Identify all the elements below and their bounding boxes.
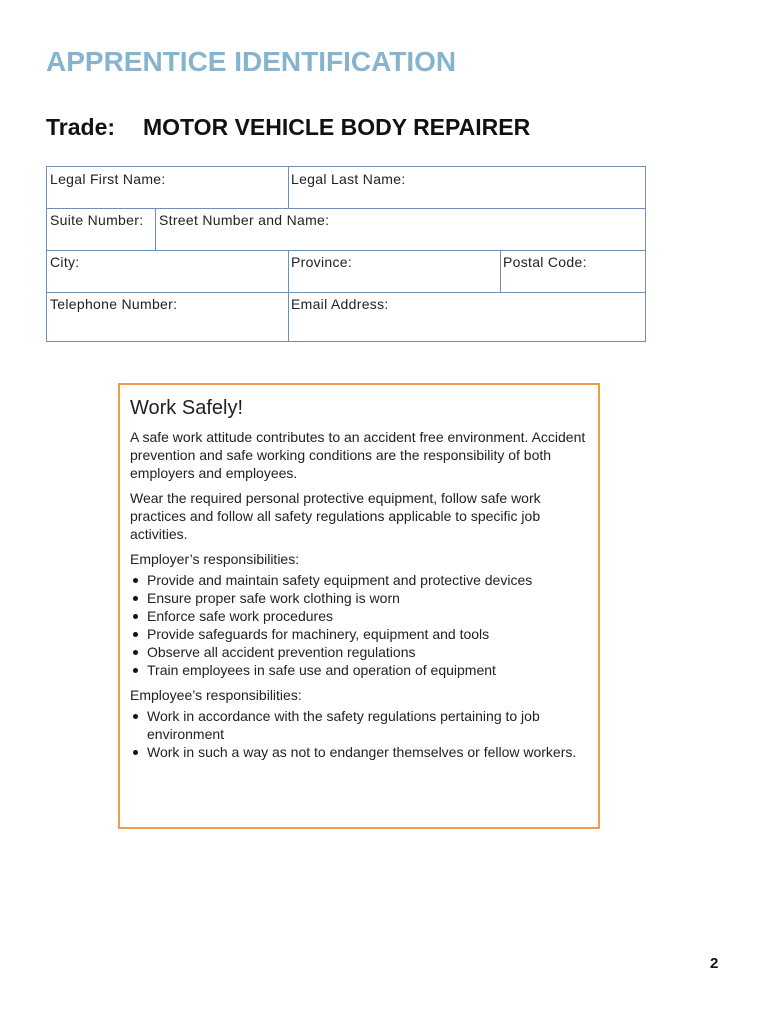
postal-code-field[interactable]: Postal Code: bbox=[503, 254, 587, 270]
trade-value: MOTOR VEHICLE BODY REPAIRER bbox=[143, 114, 531, 140]
list-item: Train employees in safe use and operation of equipment bbox=[147, 661, 588, 679]
row-divider bbox=[47, 250, 645, 251]
page-title: APPRENTICE IDENTIFICATION bbox=[46, 46, 457, 77]
trade-row bbox=[46, 114, 530, 141]
legal-last-name-field[interactable]: Legal Last Name: bbox=[291, 171, 406, 187]
province-field[interactable]: Province: bbox=[291, 254, 353, 270]
suite-number-field[interactable]: Suite Number: bbox=[50, 212, 144, 228]
list-item: Work in accordance with the safety regulations pertaining to job environment bbox=[147, 707, 588, 743]
list-item: Observe all accident prevention regulations bbox=[147, 643, 588, 661]
row-divider bbox=[47, 208, 645, 209]
list-item: Provide safeguards for machinery, equipment and tools bbox=[147, 625, 588, 643]
street-field[interactable]: Street Number and Name: bbox=[159, 212, 330, 228]
list-item: Work in such a way as not to endanger themselves or fellow workers. bbox=[147, 743, 588, 761]
telephone-field[interactable]: Telephone Number: bbox=[50, 296, 178, 312]
list-item: Provide and maintain safety equipment and protective devices bbox=[147, 571, 588, 589]
row-divider bbox=[47, 292, 645, 293]
trade-label: Trade: bbox=[46, 114, 116, 140]
safety-paragraph: Wear the required personal protective equipment, follow safe work practices and follow all safety regulations applicable to specific job activities. bbox=[130, 490, 541, 542]
employer-list bbox=[130, 571, 588, 679]
list-item: Ensure proper safe work clothing is worn bbox=[147, 589, 588, 607]
page-number: 2 bbox=[710, 955, 719, 972]
col-divider bbox=[288, 250, 289, 342]
col-divider bbox=[288, 167, 289, 208]
work-safely-title: Work Safely! bbox=[130, 397, 243, 419]
col-divider bbox=[155, 208, 156, 250]
list-item: Enforce safe work procedures bbox=[147, 607, 588, 625]
apprentice-form bbox=[46, 166, 646, 342]
employee-list bbox=[130, 707, 588, 761]
safety-paragraph: A safe work attitude contributes to an accident free environment. Accident prevention and safe working conditions are the responsibility of both employers and employees. bbox=[130, 429, 586, 481]
email-field[interactable]: Email Address: bbox=[291, 296, 389, 312]
employer-heading: Employer’s responsibilities: bbox=[130, 551, 300, 567]
city-field[interactable]: City: bbox=[50, 254, 80, 270]
work-safely-box bbox=[118, 383, 600, 829]
employee-heading: Employee’s responsibilities: bbox=[130, 687, 302, 703]
legal-first-name-field[interactable]: Legal First Name: bbox=[50, 171, 166, 187]
col-divider bbox=[500, 250, 501, 292]
